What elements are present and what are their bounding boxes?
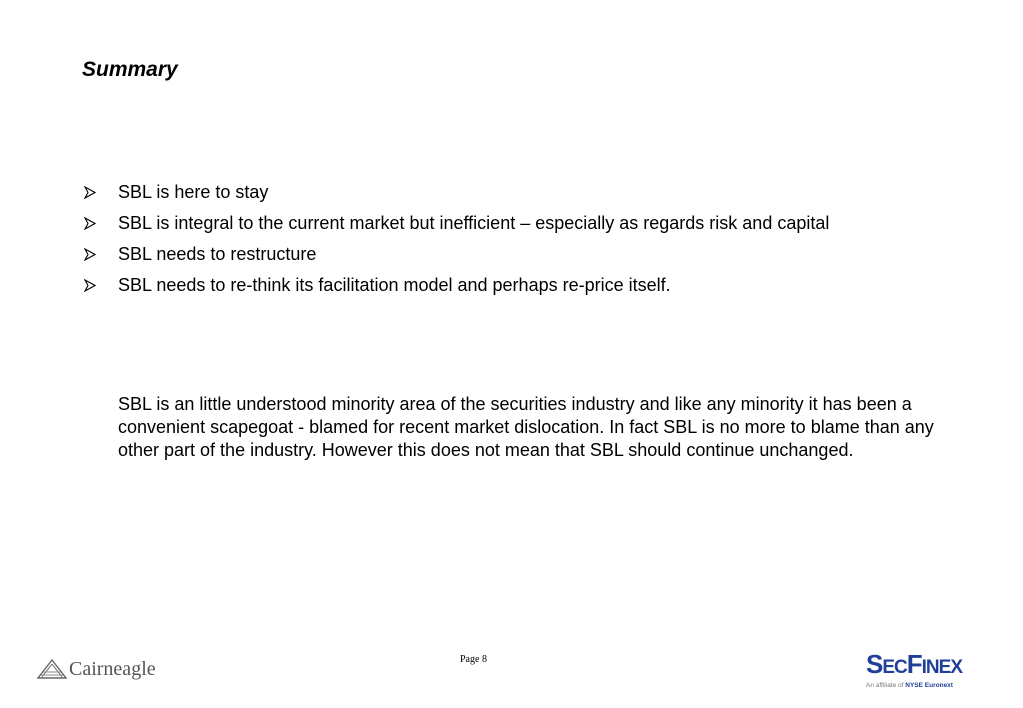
mountain-icon — [37, 658, 67, 680]
secfinex-logo — [866, 649, 962, 690]
arrow-bullet-icon — [84, 243, 98, 266]
bullet-list — [84, 181, 924, 305]
page-number: Page 8 — [460, 654, 487, 665]
bullet-text: SBL needs to re-think its facilitation model and perhaps re-price itself. — [118, 275, 671, 295]
bullet-item — [84, 243, 924, 266]
bullet-text: SBL is integral to the current market but inefficient – especially as regards risk and capital — [118, 213, 830, 233]
arrow-bullet-icon — [84, 181, 98, 204]
cairneagle-logo — [37, 654, 156, 684]
bullet-text: SBL needs to restructure — [118, 244, 317, 264]
secfinex-affiliate-line: An affiliate of NYSE Euronext — [866, 682, 953, 689]
arrow-bullet-icon — [84, 274, 98, 297]
secfinex-wordmark: SECFINEX — [866, 649, 962, 679]
cairneagle-logo-text: Cairneagle — [69, 657, 156, 680]
bullet-item — [84, 274, 924, 297]
arrow-bullet-icon — [84, 212, 98, 235]
bullet-item — [84, 181, 924, 204]
bullet-text: SBL is here to stay — [118, 182, 269, 202]
bullet-item — [84, 212, 924, 235]
summary-paragraph: SBL is an little understood minority area of the securities industry and like any minority it has been a convenient scapegoat - blamed for recent market dislocation. In fact SBL is no more to blame than any other part of the industry. However this does not mean that SBL should continue unchanged. — [118, 394, 934, 460]
slide-title: Summary — [82, 58, 178, 81]
